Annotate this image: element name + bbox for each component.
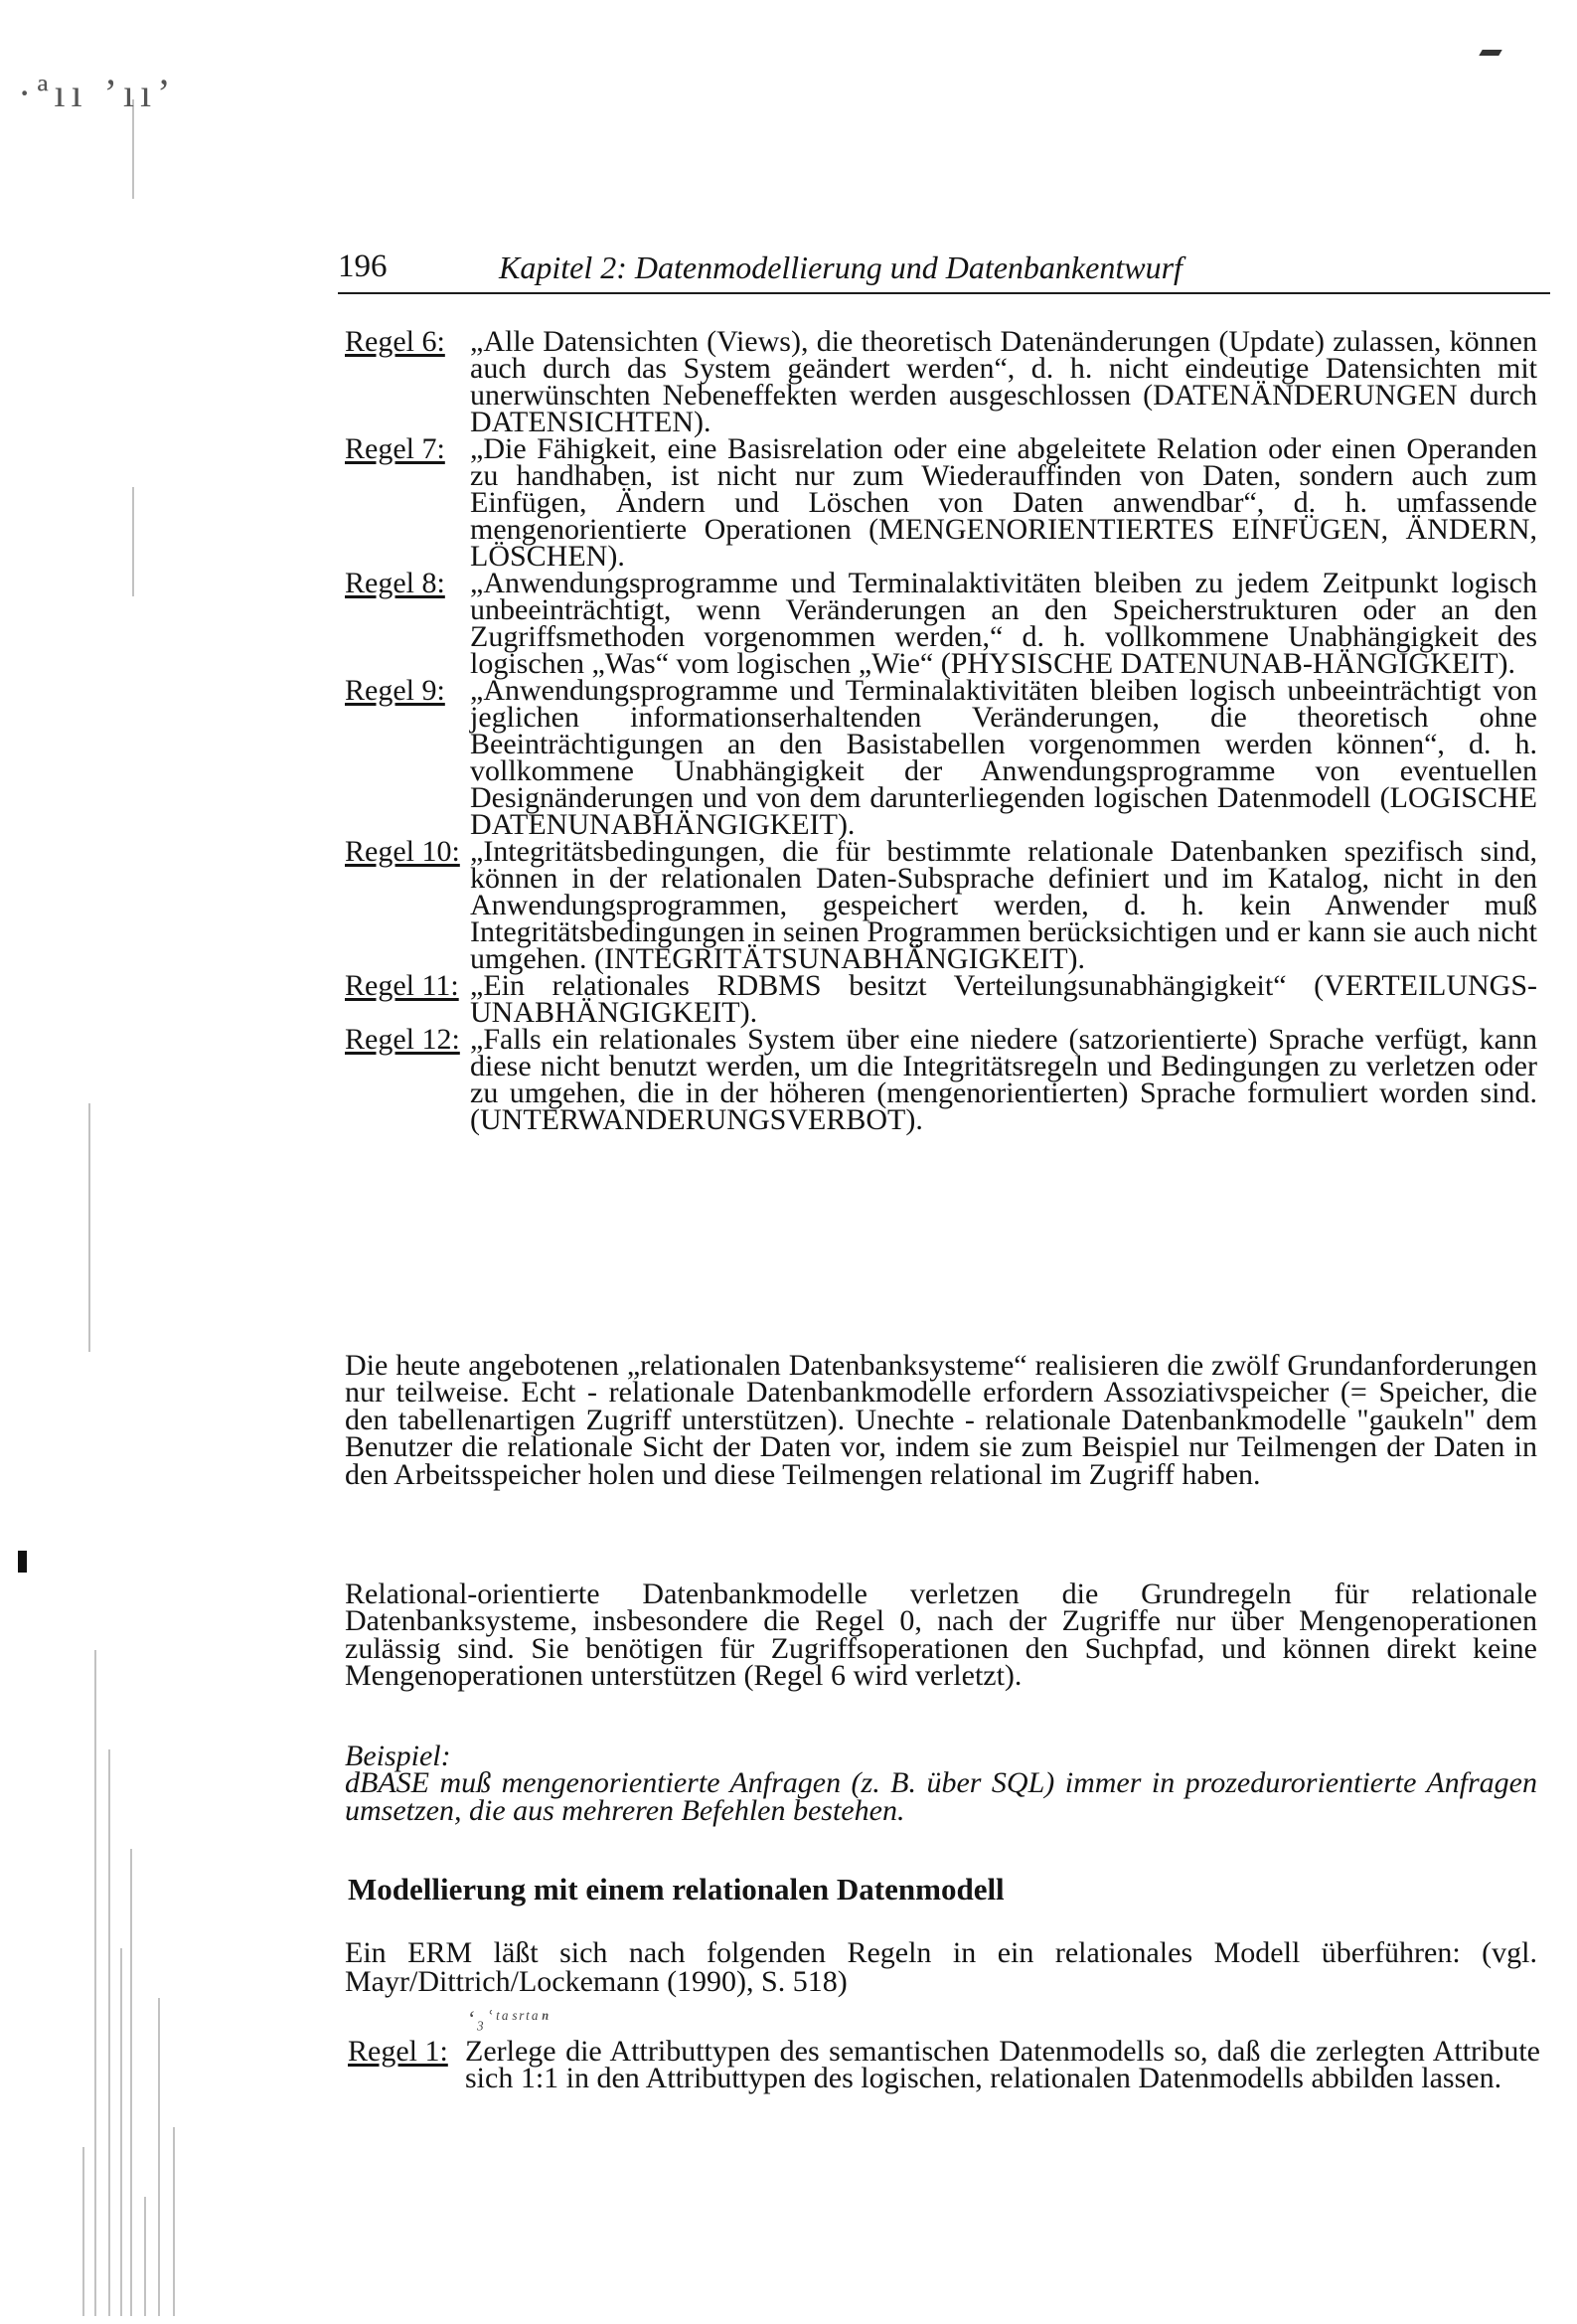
paragraph-relational-systems: Die heute angebotenen „relationalen Datenbanksysteme“ realisieren die zwölf Grundanforderungen nur teilweise. Echt - relationale Datenbankmodelle erfordern Assoziativspeicher (= Speicher, die den tabellenartigen Zugriff unterstützen). Unechte - relationale Datenbankmodelle "gaukeln" dem Benutzer die relationale Sicht der Daten vor, indem sie zum Beispiel nur Teilmengen der Daten in den Arbeitsspeicher holen und diese Teilmengen relational im Zugriff haben. bbox=[345, 1349, 1537, 1491]
scan-edge-artifacts bbox=[0, 60, 199, 2316]
rule-item bbox=[345, 432, 1537, 573]
page-header bbox=[338, 247, 1550, 294]
rule-text: „Anwendungsprogramme und Terminalaktivitäten bleiben zu jedem Zeitpunkt logisch unbeeinträchtigt, wenn Veränderungen an den Speicherstrukturen oder an den Zugriffsmethoden vorgenommen werden,“ d. h. vollkommene Unabhängigkeit des logischen „Was“ vom logischen „Wie“ (PHYSISCHE DATENUNAB-HÄNGIGKEIT). bbox=[470, 567, 1537, 680]
handwritten-annotation: ‘₃ʿᵗᵃˢʳᵗᵃⁿ bbox=[467, 2006, 551, 2031]
rule-text: „Anwendungsprogramme und Terminalaktivitäten bleiben logisch unbeeinträchtigt von jeglichen informationserhaltenden Veränderungen, die theoretisch ohne Beeinträchtigungen an den Basistabellen vorgenommen werden können“, d. h. vollkommene Unabhängigkeit der Anwendungsprogramme von eventuellen Designänderungen und von dem darunterliegenden logischen Datenmodell (LOGISCHE DATENUNABHÄNGIGKEIT). bbox=[470, 674, 1537, 841]
rule-item bbox=[345, 969, 1537, 1029]
rule-label: Regel 8: bbox=[345, 567, 445, 599]
corner-scan-mark: ·ªıı ’ıı’ bbox=[18, 71, 177, 115]
rule-label: Regel 1: bbox=[348, 2035, 448, 2068]
final-rule-item bbox=[348, 2035, 1540, 2094]
example-label: Beispiel: bbox=[345, 1740, 451, 1772]
rule-label: Regel 9: bbox=[345, 674, 445, 707]
rule-item bbox=[345, 835, 1537, 975]
rules-list bbox=[345, 325, 1537, 1136]
rule-label: Regel 11: bbox=[345, 969, 459, 1002]
rule-item bbox=[345, 1023, 1537, 1136]
running-title: Kapitel 2: Datenmodellierung und Datenbankentwurf bbox=[499, 249, 1183, 285]
paragraph-erm-transform: Ein ERM läßt sich nach folgenden Regeln in ein relationales Modell überführen: (vgl. Mayr/Dittrich/Lockemann (1990), S. 518) bbox=[345, 1936, 1537, 1998]
rule-text: Zerlege die Attributtypen des semantischen Datenmodells so, daß die zerlegten Attribute sich 1:1 in den Attributtypen des logischen, relationalen Datenmodells abbilden lassen. bbox=[465, 2035, 1540, 2094]
rule-text: „Falls ein relationales System über eine niedere (satzorientierte) Sprache verfügt, kann diese nicht benutzt werden, um die Integritätsregeln und Bedingungen zu verletzen oder zu umgehen, die in der höheren (mengenorientierten) Sprache formuliert worden sind. (UNTERWANDERUNGSVERBOT). bbox=[470, 1023, 1537, 1136]
rule-label: Regel 12: bbox=[345, 1023, 460, 1056]
example-text: dBASE muß mengenorientierte Anfragen (z. B. über SQL) immer in prozedurorientierte Anfragen umsetzen, die aus mehreren Befehlen bestehen. bbox=[345, 1766, 1537, 1827]
margin-block-mark bbox=[18, 1551, 27, 1573]
paragraph-relational-oriented: Relational-orientierte Datenbankmodelle verletzen die Grundregeln für relationale Datenbanksysteme, insbesondere die Regel 0, nach der Zugriffe nur über Mengenoperationen zulässig sind. Sie benötigen für Zugriffsoperationen den Suchpfad, und können direkt keine Mengenoperationen unterstützen (Regel 6 wird verletzt). bbox=[345, 1577, 1537, 1693]
rule-label: Regel 6: bbox=[345, 325, 445, 358]
rule-text: „Die Fähigkeit, eine Basisrelation oder eine abgeleitete Relation oder einen Operanden zu handhaben, ist nicht nur zum Wiederauffinden von Daten, sondern auch zum Einfügen, Ändern und Löschen von Daten anwendbar“, d. h. umfassende mengenorientierte Operationen (MENGENORIENTIERTES EINFÜGEN, ÄNDERN, LÖSCHEN). bbox=[470, 432, 1537, 573]
rule-text: „Integritätsbedingungen, die für bestimmte relationale Datenbanken spezifisch sind, können in der relationalen Daten-Subsprache definiert und im Katalog, nicht in den Anwendungsprogrammen, gespeichert werden, d. h. kein Anwender muß Integritätsbedingungen in seinen Programmen berücksichtigen und er kann sie auch nicht umgehen. (INTEGRITÄTSUNABHÄNGIGKEIT). bbox=[470, 835, 1537, 975]
rule-label: Regel 7: bbox=[345, 432, 445, 465]
rule-item bbox=[345, 567, 1537, 680]
rule-label: Regel 10: bbox=[345, 835, 460, 868]
rule-text: „Alle Datensichten (Views), die theoretisch Datenänderungen (Update) zulassen, können auch durch das System geändert werden“, d. h. nicht eindeutige Datensichten mit unerwünschten Nebeneffekten werden ausgeschlossen (DATENÄNDERUNGEN durch DATENSICHTEN). bbox=[470, 325, 1537, 438]
page-number: 196 bbox=[338, 249, 388, 284]
section-heading: Modellierung mit einem relationalen Datenmodell bbox=[348, 1872, 1005, 1907]
rule-item bbox=[345, 674, 1537, 841]
scan-tick-mark bbox=[1479, 50, 1501, 56]
rule-item bbox=[345, 325, 1537, 438]
rule-text: „Ein relationales RDBMS besitzt Verteilungsunabhängigkeit“ (VERTEILUNGS-UNABHÄNGIGKEIT). bbox=[470, 969, 1537, 1029]
